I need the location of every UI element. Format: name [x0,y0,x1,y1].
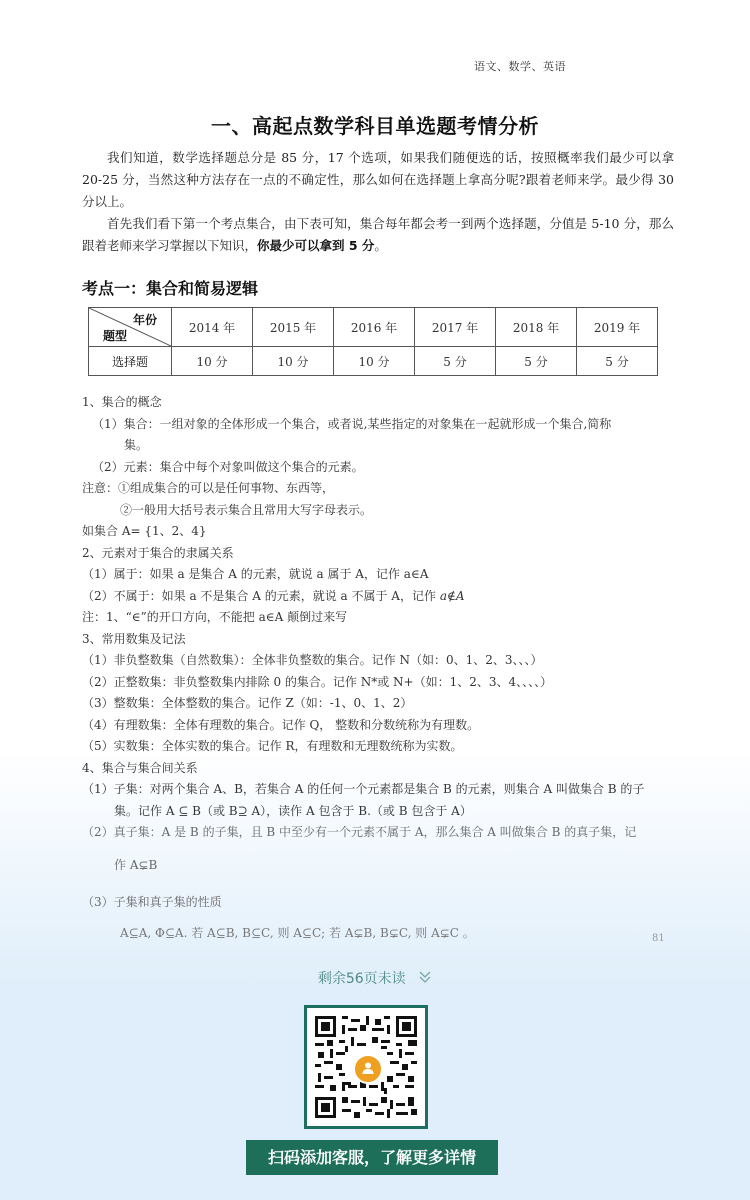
heading-2: 2、元素对于集合的隶属关系 [82,545,234,560]
heading-1: 1、集合的概念 [82,395,162,409]
number-set-integer: （3）整数集：全体整数的集合。记作 Z（如：-1、0、1、2） [82,696,413,710]
year-header: 2015 年 [253,308,334,347]
not-belongs-text: （2）不属于：如果 a 不是集合 A 的元素，就说 a 不属于 A，记作 [82,588,436,603]
row-label: 选择题 [89,347,172,376]
note-2: ②一般用大括号表示集合且常用大写字母表示。 [120,502,373,517]
not-belongs-math: a∉A [439,588,465,603]
intro-p2-end: 。 [374,238,387,253]
number-set-rational: （4）有理数集：全体有理数的集合。记作 Q， 整数和分数统称为有理数。 [82,717,480,732]
diagonal-divider [89,308,171,346]
membership-not-belongs [82,586,674,608]
intro-paragraph-2 [82,213,674,257]
proper-subset-def-cont: 作 A⊊B [114,857,158,872]
proper-subset-def: （2）真子集：A 是 B 的子集，且 B 中至少有一个元素不属于 A，那么集合 A 叫做集合 B 的真子集，记 [82,825,637,839]
concept-element: （2）元素：集合中每个对象叫做这个集合的元素。 [92,459,364,474]
score-cell: 10 分 [334,347,415,376]
number-set-natural: （1）非负整数集（自然数集）：全体非负整数的集合。记作 N（如：0、1、2、3、、、） [82,653,543,667]
number-set-real: （5）实数集：全体实数的集合。记作 R，有理数和无理数统称为实数。 [82,739,463,753]
double-chevron-down-icon [418,970,432,988]
notes-content [82,392,674,953]
subset-def: （1）子集：对两个集合 A、B，若集合 A 的任何一个元素都是集合 B 的元素，则集合 A 叫做集合 B 的子 [82,782,645,796]
year-header: 2017 年 [415,308,496,347]
concept-set: （1）集合：一组对象的全体形成一个集合，或者说,某些指定的对象集在一起就形成一个集合,简称 [92,416,612,431]
subjects-header: 语文、数学、英语 [474,60,566,73]
year-header: 2016 年 [334,308,415,347]
subset-def-cont: 集。记作 A ⊆ B（或 B⊇ A），读作 A 包含于 B.（或 B 包含于 A） [114,803,472,818]
intro-p2-bold: 你最少可以拿到 5 分 [257,238,375,253]
year-header: 2018 年 [496,308,577,347]
intro-paragraph-1: 我们知道，数学选择题总分是 85 分，17 个选项，如果我们随便选的话，按照概率我们最少可以拿 20-25 分，当然这种方法存在一点的不确定性，那么如何在选择题上拿高分呢?跟着老师来学。最少得 30 分以上。 [82,150,674,209]
contact-service-button[interactable]: 扫码添加客服，了解更多详情 [246,1140,498,1175]
example: 如集合 A= {1、2、4} [82,524,207,538]
corner-year-label: 年份 [132,313,157,327]
membership-note: 注：1、“∈”的开口方向，不能把 a∈A 颠倒过来写 [82,610,348,624]
heading-4: 4、集合与集合间关系 [82,760,198,775]
read-more-link[interactable] [0,968,750,988]
intro-section [82,147,674,257]
score-cell: 5 分 [496,347,577,376]
corner-type-label: 题型 [103,329,128,343]
table-header-row [89,308,658,347]
subset-properties-heading: （3）子集和真子集的性质 [82,894,222,909]
section-title: 考点一：集合和简易逻辑 [82,279,259,298]
year-header: 2019 年 [577,308,658,347]
number-set-positive: （2）正整数集：非负整数集内排除 0 的集合。记作 N*或 N+（如：1、2、3、4、、、、） [82,674,553,689]
table-row [89,347,658,376]
page-title: 一、高起点数学科目单选题考情分析 [211,114,539,138]
note-1: 注意：①组成集合的可以是任何事物、东西等， [82,481,335,495]
subset-properties: A⊆A, Φ⊆A. 若 A⊆B, B⊆C, 则 A⊆C; 若 A⊊B, B⊊C, 则 A⊊C 。 [120,926,475,940]
qr-code[interactable] [304,1005,428,1129]
score-cell: 5 分 [415,347,496,376]
score-table [88,307,658,376]
score-cell: 5 分 [577,347,658,376]
score-cell: 10 分 [253,347,334,376]
concept-set-cont: 集。 [124,438,149,452]
heading-3: 3、常用数集及记法 [82,631,186,646]
score-cell: 10 分 [172,347,253,376]
avatar-icon [353,1054,383,1084]
page-number: 81 [652,933,665,944]
remaining-pages-text: 剩余56页未读 [317,971,406,987]
intro-p2-text: 首先我们看下第一个考点集合，由下表可知，集合每年都会考一到两个选择题，分值是 5-10 分，那么跟着老师来学习掌握以下知识， [82,216,674,253]
year-header: 2014 年 [172,308,253,347]
table-corner-cell [89,308,172,347]
membership-belongs: （1）属于：如果 a 是集合 A 的元素，就说 a 属于 A，记作 a∈A [82,567,429,581]
